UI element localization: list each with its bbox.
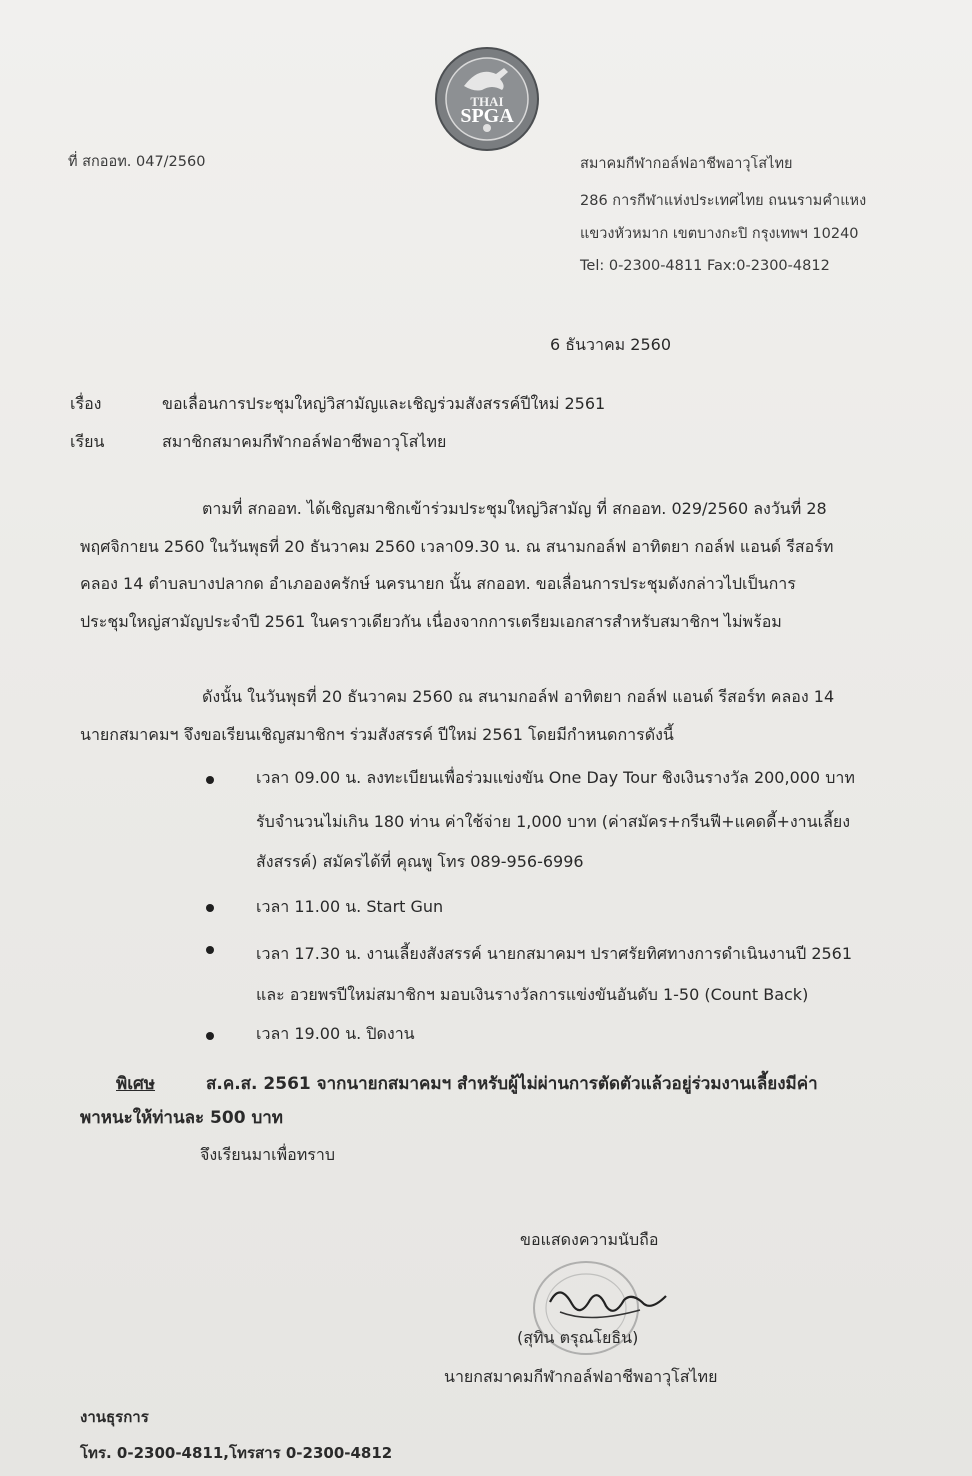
logo-line2: SPGA [460, 105, 514, 127]
reference-number: ที่ สกออท. 047/2560 [68, 154, 206, 170]
schedule-line: รับจำนวนไม่เกิน 180 ท่าน ค่าใช้จ่าย 1,000 บาท (ค่าสมัคร+กรีนฟี+แคดดี้+งานเลี้ยง [256, 812, 851, 831]
schedule-line: เวลา 11.00 น. Start Gun [256, 897, 444, 916]
subject-label: เรื่อง [70, 394, 102, 413]
address-line-4: Tel: 0-2300-4811 Fax:0-2300-4812 [580, 258, 830, 274]
signer-title: นายกสมาคมกีฬากอล์ฟอาชีพอาวุโสไทย [444, 1367, 718, 1386]
bullet-icon [206, 1032, 214, 1040]
paragraph-line: ประชุมใหญ่สามัญประจำปี 2561 ในคราวเดียวกัน เนื่องจากการเตรียมเอกสารสำหรับสมาชิกฯ ไม่พร้อม [80, 611, 782, 631]
schedule-line: เวลา 17.30 น. งานเลี้ยงสังสรรค์ นายกสมาคมฯ ปราศรัยทิศทางการดำเนินงานปี 2561 [256, 944, 853, 963]
paragraph-line: ตามที่ สกออท. ได้เชิญสมาชิกเข้าร่วมประชุมใหญ่วิสามัญ ที่ สกออท. 029/2560 ลงวันที่ 28 [202, 499, 827, 518]
to-label: เรียน [70, 432, 105, 451]
paragraph-line: นายกสมาคมฯ จึงขอเรียนเชิญสมาชิกฯ ร่วมสังสรรค์ ปีใหม่ 2561 โดยมีกำหนดการดังนี้ [80, 724, 674, 744]
address-line-1: สมาคมกีฬากอล์ฟอาชีพอาวุโสไทย [580, 156, 793, 172]
signer-name: (สุทิน ตรุณโยธิน) [517, 1328, 639, 1347]
to-text: สมาชิกสมาคมกีฬากอล์ฟอาชีพอาวุโสไทย [162, 432, 447, 451]
paragraph-1 [80, 490, 920, 640]
schedule-line: เวลา 09.00 น. ลงทะเบียนเพื่อร่วมแข่งขัน One Day Tour ชิงเงินรางวัล 200,000 บาท [256, 768, 855, 787]
special-label: พิเศษ [116, 1074, 156, 1094]
paragraph-line: คลอง 14 ตำบลบางปลากด อำเภอองครักษ์ นครนายก นั้น สกออท. ขอเลื่อนการประชุมดังกล่าวไปเป็นการ [80, 574, 796, 593]
bullet-icon [206, 776, 214, 784]
regards-text: ขอแสดงความนับถือ [520, 1230, 659, 1249]
logo-line1: THAI [470, 94, 504, 109]
schedule-line: เวลา 19.00 น. ปิดงาน [256, 1024, 415, 1043]
schedule-line: และ อวยพรปีใหม่สมาชิกฯ มอบเงินรางวัลการแข่งขันอันดับ 1-50 (Count Back) [256, 985, 809, 1004]
schedule-line: สังสรรค์) สมัครได้ที่ คุณพู โทร 089-956-6996 [256, 852, 584, 871]
paragraph-2 [80, 678, 920, 753]
paragraph-line: ดังนั้น ในวันพุธที่ 20 ธันวาคม 2560 ณ สนามกอล์ฟ อาทิตยา กอล์ฟ แอนด์ รีสอร์ท คลอง 14 [202, 687, 835, 706]
special-line-2: พาหนะให้ท่านละ 500 บาท [80, 1108, 284, 1128]
special-line-1: ส.ค.ส. 2561 จากนายกสมาคมฯ สำหรับผู้ไม่ผ่านการตัดตัวแล้วอยู่ร่วมงานเลี้ยงมีค่า [206, 1074, 818, 1094]
bullet-icon [206, 904, 214, 912]
footer-phone: โทร. 0-2300-4811,โทรสาร 0-2300-4812 [80, 1444, 393, 1462]
subject-text: ขอเลื่อนการประชุมใหญ่วิสามัญและเชิญร่วมสังสรรค์ปีใหม่ 2561 [162, 394, 606, 413]
footer-department: งานธุรการ [80, 1408, 149, 1426]
thai-spga-seal-icon [434, 46, 540, 152]
address-line-2: 286 การกีฬาแห่งประเทศไทย ถนนรามคำแหง [580, 193, 867, 209]
closing-text: จึงเรียนมาเพื่อทราบ [200, 1145, 335, 1164]
bullet-icon [206, 946, 214, 954]
paragraph-line: พฤศจิกายน 2560 ในวันพุธที่ 20 ธันวาคม 2560 เวลา09.30 น. ณ สนามกอล์ฟ อาทิตยา กอล์ฟ แอนด์ รีสอร์ท [80, 536, 834, 556]
letter-date: 6 ธันวาคม 2560 [550, 335, 671, 354]
address-line-3: แขวงหัวหมาก เขตบางกะปิ กรุงเทพฯ 10240 [580, 226, 859, 242]
